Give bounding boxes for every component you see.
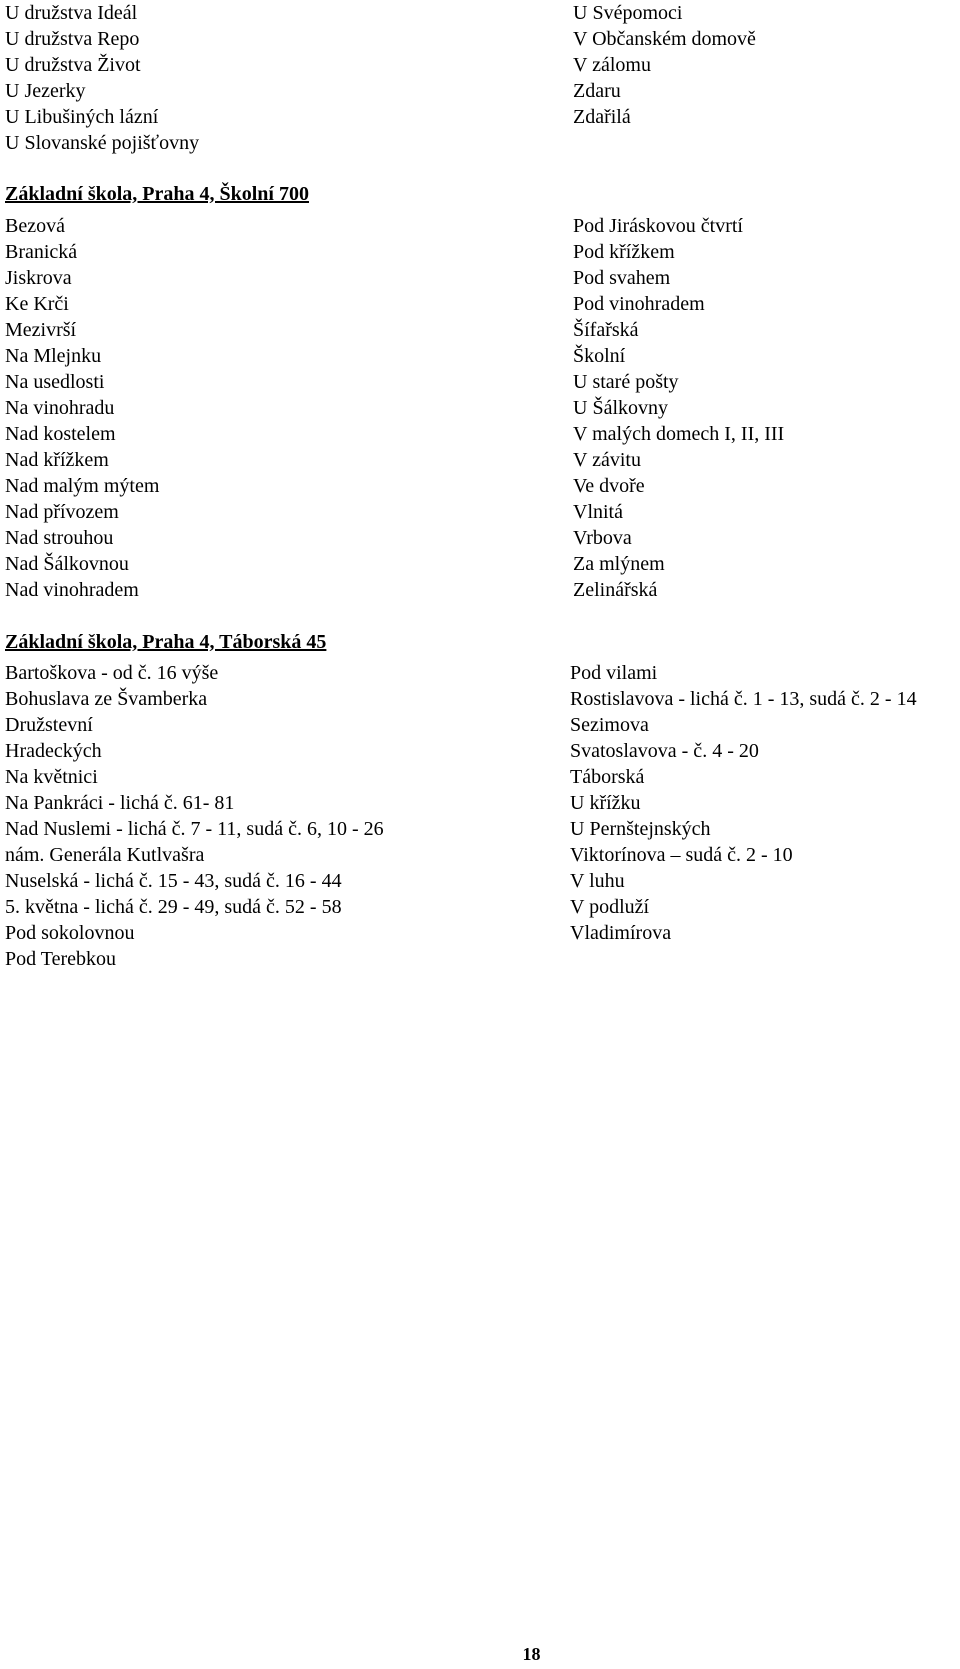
section1-right-street-list bbox=[573, 213, 784, 603]
street-item: V závitu bbox=[573, 449, 641, 471]
street-item: Ve dvoře bbox=[573, 475, 645, 497]
street-item: Nad křížkem bbox=[5, 449, 109, 471]
street-item: Školní bbox=[573, 345, 626, 367]
intro-left-street-list bbox=[5, 0, 199, 156]
street-item: Jiskrova bbox=[5, 267, 72, 289]
street-item: Na Mlejnku bbox=[5, 345, 102, 367]
street-item: Za mlýnem bbox=[573, 553, 665, 575]
street-item: U Pernštejnských bbox=[570, 818, 711, 840]
section1-left-street-list bbox=[5, 213, 159, 603]
street-item: V luhu bbox=[570, 870, 625, 892]
section-heading-taborska-45: Základní škola, Praha 4, Táborská 45 bbox=[5, 631, 327, 653]
section2-right-street-list bbox=[570, 660, 917, 946]
street-item: Pod sokolovnou bbox=[5, 922, 135, 944]
street-item: Zelinářská bbox=[573, 579, 658, 601]
street-item: Na Pankráci - lichá č. 61- 81 bbox=[5, 792, 235, 814]
street-item: nám. Generála Kutlvašra bbox=[5, 844, 205, 866]
section2-left-street-list bbox=[5, 660, 384, 972]
street-item: Pod křížkem bbox=[573, 241, 675, 263]
street-item: Šífařská bbox=[573, 319, 639, 341]
street-item: Pod Terebkou bbox=[5, 948, 116, 970]
street-item: Nad přívozem bbox=[5, 501, 119, 523]
street-item: U Šálkovny bbox=[573, 397, 668, 419]
street-item: V Občanském domově bbox=[573, 28, 756, 50]
street-item: Na květnici bbox=[5, 766, 98, 788]
street-item: Zdaru bbox=[573, 80, 621, 102]
street-item: Nad kostelem bbox=[5, 423, 116, 445]
section-heading-skolni-700: Základní škola, Praha 4, Školní 700 bbox=[5, 183, 309, 205]
street-item: U staré pošty bbox=[573, 371, 679, 393]
street-item: Pod Jiráskovou čtvrtí bbox=[573, 215, 743, 237]
street-item: Nad Nuslemi - lichá č. 7 - 11, sudá č. 6, 10 - 26 bbox=[5, 818, 384, 840]
street-item: Nad strouhou bbox=[5, 527, 114, 549]
street-item: Viktorínova – sudá č. 2 - 10 bbox=[570, 844, 793, 866]
street-item: Družstevní bbox=[5, 714, 93, 736]
street-item: Svatoslavova - č. 4 - 20 bbox=[570, 740, 759, 762]
street-item: V zálomu bbox=[573, 54, 651, 76]
street-item: U Slovanské pojišťovny bbox=[5, 132, 200, 154]
street-item: U Svépomoci bbox=[573, 2, 683, 24]
street-item: 5. května - lichá č. 29 - 49, sudá č. 52 - 58 bbox=[5, 896, 342, 918]
street-item: Rostislavova - lichá č. 1 - 13, sudá č. 2 - 14 bbox=[570, 688, 917, 710]
street-item: Nad Šálkovnou bbox=[5, 553, 129, 575]
street-item: Nuselská - lichá č. 15 - 43, sudá č. 16 - 44 bbox=[5, 870, 342, 892]
street-item: Nad malým mýtem bbox=[5, 475, 160, 497]
street-item: Sezimova bbox=[570, 714, 649, 736]
street-item: Pod vinohradem bbox=[573, 293, 705, 315]
street-item: Na vinohradu bbox=[5, 397, 115, 419]
street-item: Mezivrší bbox=[5, 319, 77, 341]
street-item: Pod svahem bbox=[573, 267, 671, 289]
street-item: Na usedlosti bbox=[5, 371, 105, 393]
street-item: Pod vilami bbox=[570, 662, 658, 684]
street-item: Zdařilá bbox=[573, 106, 631, 128]
street-item: V podluží bbox=[570, 896, 650, 918]
street-item: U křížku bbox=[570, 792, 641, 814]
street-item: U družstva Repo bbox=[5, 28, 140, 50]
page-number: 18 bbox=[522, 1644, 541, 1664]
street-item: Bezová bbox=[5, 215, 65, 237]
street-item: U Jezerky bbox=[5, 80, 86, 102]
street-item: Vlnitá bbox=[573, 501, 623, 523]
street-item: Táborská bbox=[570, 766, 645, 788]
street-item: U družstva Ideál bbox=[5, 2, 138, 24]
street-item: Hradeckých bbox=[5, 740, 102, 762]
street-item: Vladimírova bbox=[570, 922, 672, 944]
street-item: Bohuslava ze Švamberka bbox=[5, 688, 208, 710]
street-item: Bartoškova - od č. 16 výše bbox=[5, 662, 219, 684]
street-item: Nad vinohradem bbox=[5, 579, 139, 601]
street-item: Ke Krči bbox=[5, 293, 69, 315]
street-item: Branická bbox=[5, 241, 78, 263]
street-item: V malých domech I, II, III bbox=[573, 423, 785, 445]
street-item: U Libušiných lázní bbox=[5, 106, 159, 128]
street-item: U družstva Život bbox=[5, 54, 141, 76]
intro-right-street-list bbox=[573, 0, 756, 130]
street-item: Vrbova bbox=[573, 527, 632, 549]
